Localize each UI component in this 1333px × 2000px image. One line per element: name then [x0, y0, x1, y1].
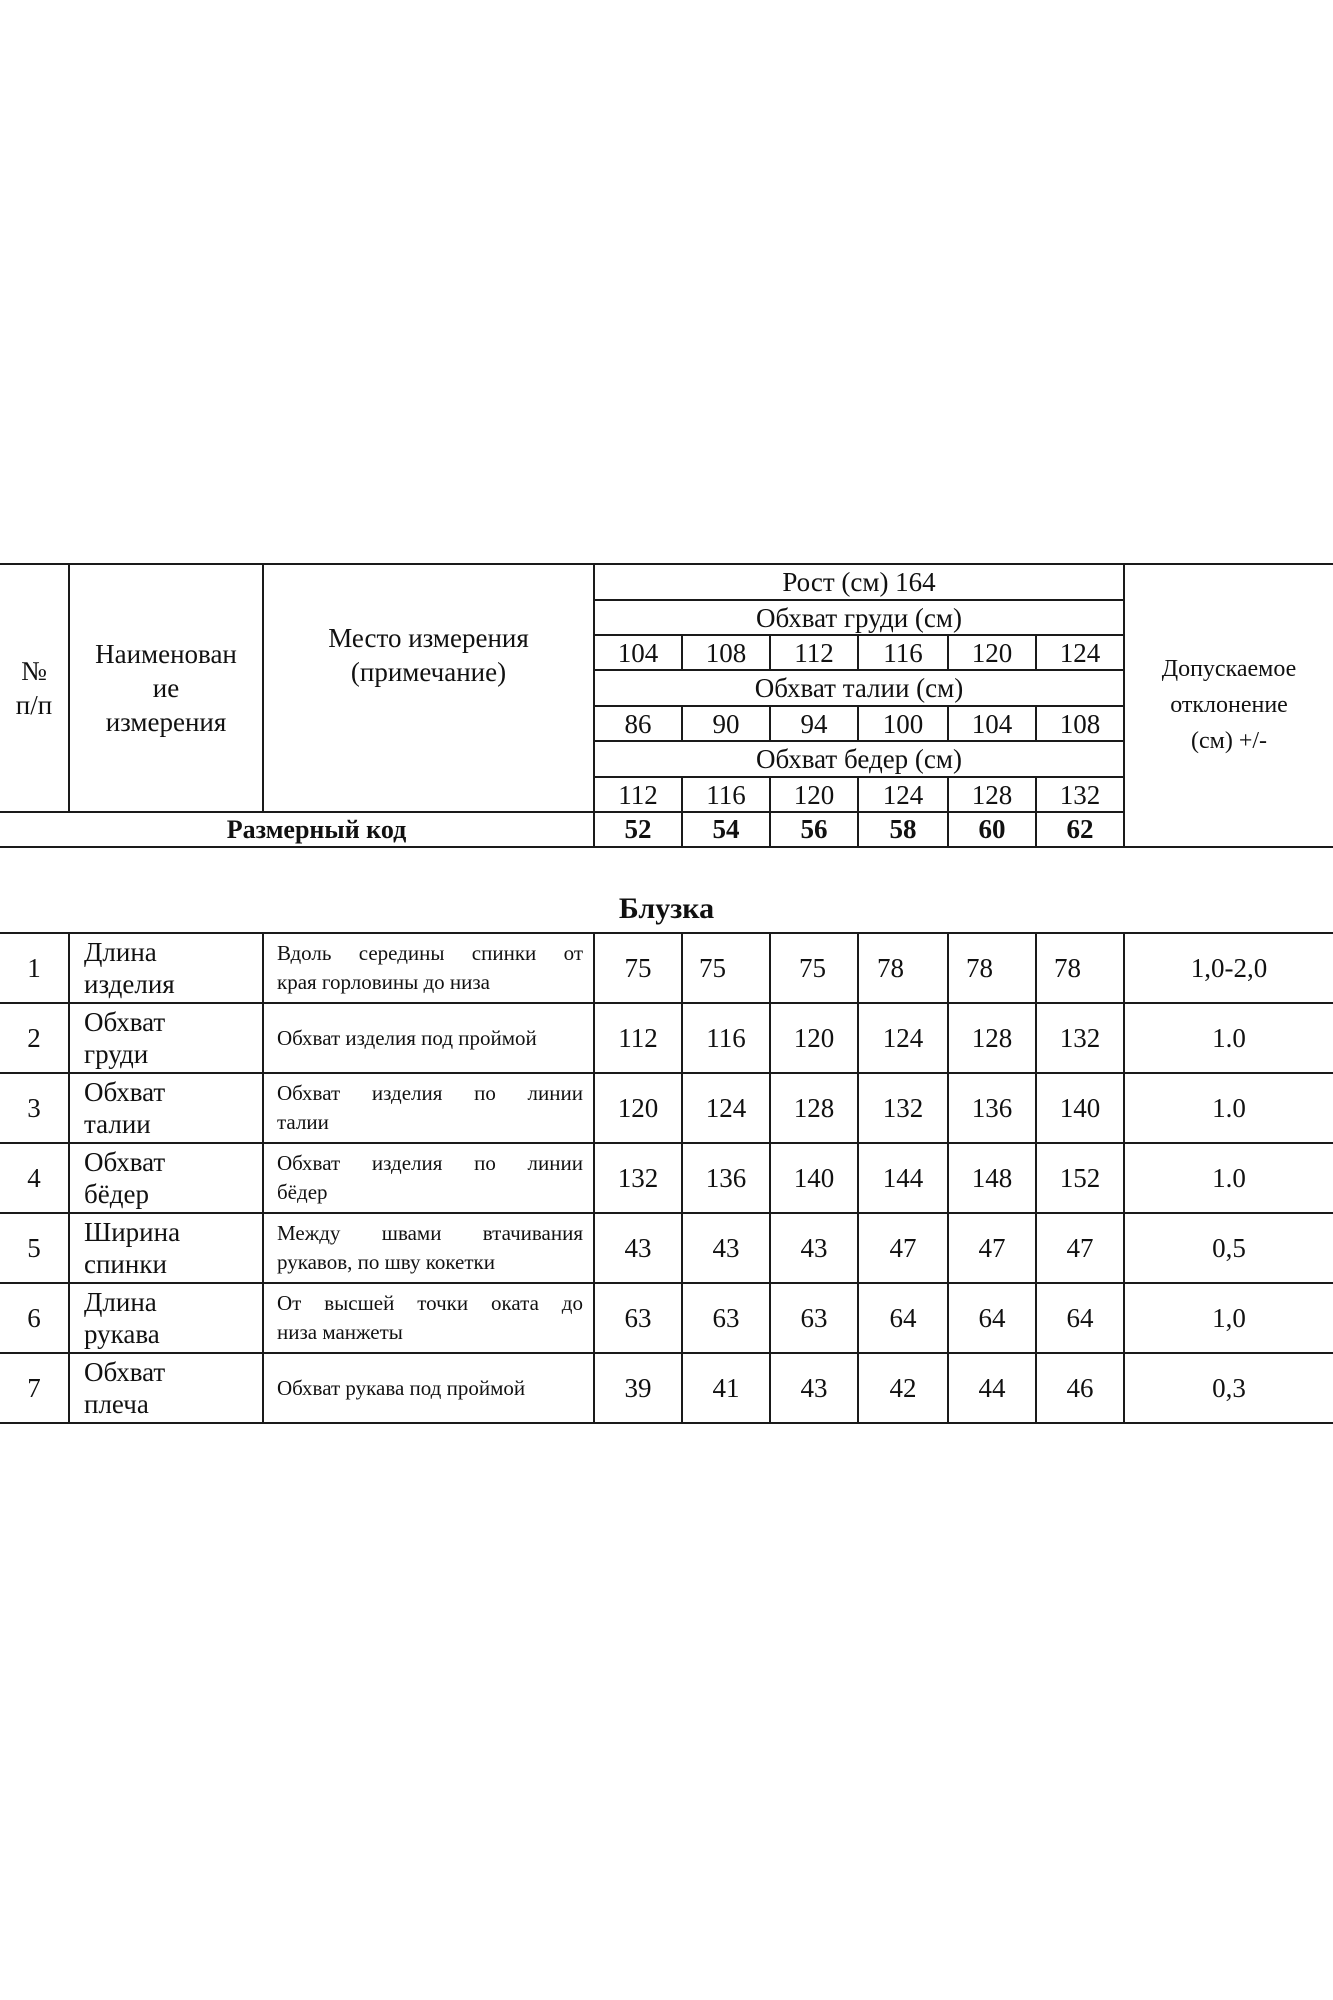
header-num-symbol: № [21, 656, 47, 686]
row-place-line: бёдер [277, 1180, 328, 1204]
row-value: 128 [770, 1073, 858, 1143]
hips-value: 112 [594, 777, 682, 812]
chest-value: 120 [948, 635, 1036, 670]
row-place-line: Обхват рукава под проймой [277, 1375, 526, 1400]
row-value: 44 [948, 1353, 1036, 1423]
section-title: Блузка [0, 847, 1333, 933]
row-place-line: Вдоль середины спинки от [277, 941, 583, 965]
header-tolerance-line-2: отклонение [1170, 692, 1288, 718]
row-place [263, 1353, 594, 1423]
row-name [69, 1073, 263, 1143]
row-tolerance: 0,3 [1124, 1353, 1333, 1423]
row-value: 63 [594, 1283, 682, 1353]
header-row-height [0, 564, 1333, 600]
row-value: 64 [858, 1283, 948, 1353]
row-value: 124 [858, 1003, 948, 1073]
row-place [263, 933, 594, 1003]
header-num-abbr: п/п [15, 690, 53, 720]
row-name-line: Длина [84, 937, 157, 967]
row-tolerance: 1,0 [1124, 1283, 1333, 1353]
row-value: 140 [1036, 1073, 1124, 1143]
row-name-line: плеча [84, 1389, 149, 1419]
row-tolerance: 1,0-2,0 [1124, 933, 1333, 1003]
header-name-line-1: Наименован [95, 639, 237, 669]
row-name [69, 1003, 263, 1073]
section-row [0, 847, 1333, 933]
hips-label: Обхват бедер (см) [594, 741, 1124, 777]
size-code-value: 52 [594, 812, 682, 847]
row-value: 132 [594, 1143, 682, 1213]
row-value: 136 [948, 1073, 1036, 1143]
row-tolerance: 0,5 [1124, 1213, 1333, 1283]
row-value: 46 [1036, 1353, 1124, 1423]
size-code-label: Размерный код [0, 812, 594, 847]
size-code-value: 62 [1036, 812, 1124, 847]
row-tolerance: 1.0 [1124, 1143, 1333, 1213]
row-value: 152 [1036, 1143, 1124, 1213]
row-value: 78 [948, 933, 1036, 1003]
size-code-value: 58 [858, 812, 948, 847]
table-row [0, 1213, 1333, 1283]
row-place-line: Между швами втачивания [277, 1221, 583, 1245]
header-num-cell [0, 564, 69, 812]
row-name-line: Ширина [84, 1217, 181, 1247]
row-number: 7 [0, 1353, 69, 1423]
row-value: 43 [594, 1213, 682, 1283]
chest-label: Обхват груди (см) [594, 600, 1124, 635]
row-name-line: Обхват [84, 1147, 166, 1177]
waist-value: 100 [858, 706, 948, 741]
table-row [0, 1353, 1333, 1423]
row-place-line: Обхват изделия по линии [277, 1081, 583, 1105]
size-code-value: 60 [948, 812, 1036, 847]
height-label: Рост (см) 164 [594, 564, 1124, 600]
header-tolerance-cell [1124, 564, 1333, 847]
row-name-line: изделия [84, 969, 175, 999]
waist-value: 104 [948, 706, 1036, 741]
row-name-line: талии [84, 1109, 151, 1139]
header-name-line-3: измерения [105, 707, 227, 737]
row-place-line: Обхват изделия по линии [277, 1151, 583, 1175]
row-value: 148 [948, 1143, 1036, 1213]
header-place-cell [263, 564, 594, 812]
chest-value: 104 [594, 635, 682, 670]
row-value: 64 [948, 1283, 1036, 1353]
row-value: 39 [594, 1353, 682, 1423]
row-value: 120 [594, 1073, 682, 1143]
header-place-line-2: (примечание) [350, 657, 507, 687]
row-name [69, 1283, 263, 1353]
size-code-value: 56 [770, 812, 858, 847]
row-tolerance: 1.0 [1124, 1003, 1333, 1073]
row-value: 47 [858, 1213, 948, 1283]
hips-value: 128 [948, 777, 1036, 812]
table-row [0, 1283, 1333, 1353]
row-value: 43 [770, 1353, 858, 1423]
row-number: 1 [0, 933, 69, 1003]
row-name [69, 1213, 263, 1283]
row-value: 42 [858, 1353, 948, 1423]
row-place [263, 1283, 594, 1353]
row-tolerance: 1.0 [1124, 1073, 1333, 1143]
row-value: 116 [682, 1003, 770, 1073]
row-place [263, 1003, 594, 1073]
row-place-line: От высшей точки оката до [277, 1291, 583, 1315]
row-value: 140 [770, 1143, 858, 1213]
row-name [69, 933, 263, 1003]
table-row [0, 1143, 1333, 1213]
row-name-line: Обхват [84, 1357, 166, 1387]
row-value: 75 [770, 933, 858, 1003]
hips-value: 116 [682, 777, 770, 812]
row-value: 120 [770, 1003, 858, 1073]
header-tolerance-line-1: Допускаемое [1161, 656, 1297, 682]
row-value: 132 [858, 1073, 948, 1143]
row-value: 124 [682, 1073, 770, 1143]
hips-value: 132 [1036, 777, 1124, 812]
row-value: 43 [770, 1213, 858, 1283]
row-value: 63 [682, 1283, 770, 1353]
row-place [263, 1213, 594, 1283]
row-name-line: бёдер [84, 1179, 149, 1209]
row-value: 75 [594, 933, 682, 1003]
row-value: 78 [1036, 933, 1124, 1003]
row-value: 132 [1036, 1003, 1124, 1073]
row-place-line: Обхват изделия под проймой [277, 1025, 537, 1050]
waist-value: 94 [770, 706, 858, 741]
size-table [0, 563, 1333, 1424]
waist-value: 108 [1036, 706, 1124, 741]
row-name-line: Длина [84, 1287, 157, 1317]
row-name-line: Обхват [84, 1077, 166, 1107]
chest-value: 116 [858, 635, 948, 670]
chest-value: 112 [770, 635, 858, 670]
row-name-line: груди [84, 1039, 149, 1069]
header-name-line-2: ие [152, 673, 180, 703]
header-place-line-1: Место измерения [328, 623, 529, 653]
row-value: 64 [1036, 1283, 1124, 1353]
row-place [263, 1143, 594, 1213]
row-place-line: низа манжеты [277, 1320, 403, 1344]
table-row [0, 1003, 1333, 1073]
header-name-cell [69, 564, 263, 812]
row-value: 47 [1036, 1213, 1124, 1283]
header-tolerance-line-3: (см) +/- [1191, 728, 1268, 754]
row-name-line: спинки [84, 1249, 167, 1279]
chest-value: 108 [682, 635, 770, 670]
row-number: 5 [0, 1213, 69, 1283]
waist-value: 86 [594, 706, 682, 741]
row-value: 128 [948, 1003, 1036, 1073]
row-value: 47 [948, 1213, 1036, 1283]
row-place [263, 1073, 594, 1143]
hips-value: 124 [858, 777, 948, 812]
row-value: 144 [858, 1143, 948, 1213]
row-value: 63 [770, 1283, 858, 1353]
row-number: 6 [0, 1283, 69, 1353]
row-number: 4 [0, 1143, 69, 1213]
row-value: 136 [682, 1143, 770, 1213]
row-place-line: талии [277, 1110, 329, 1134]
row-number: 2 [0, 1003, 69, 1073]
waist-label: Обхват талии (см) [594, 670, 1124, 706]
table-row [0, 1073, 1333, 1143]
row-value: 43 [682, 1213, 770, 1283]
row-value: 75 [682, 933, 770, 1003]
row-value: 78 [858, 933, 948, 1003]
row-place-line: рукавов, по шву кокетки [277, 1250, 495, 1274]
waist-value: 90 [682, 706, 770, 741]
table-row [0, 933, 1333, 1003]
chest-value: 124 [1036, 635, 1124, 670]
hips-value: 120 [770, 777, 858, 812]
row-name-line: Обхват [84, 1007, 166, 1037]
row-value: 41 [682, 1353, 770, 1423]
row-value: 112 [594, 1003, 682, 1073]
size-code-value: 54 [682, 812, 770, 847]
row-place-line: края горловины до низа [277, 970, 491, 994]
row-name [69, 1143, 263, 1213]
row-name-line: рукава [84, 1319, 160, 1349]
row-number: 3 [0, 1073, 69, 1143]
row-name [69, 1353, 263, 1423]
